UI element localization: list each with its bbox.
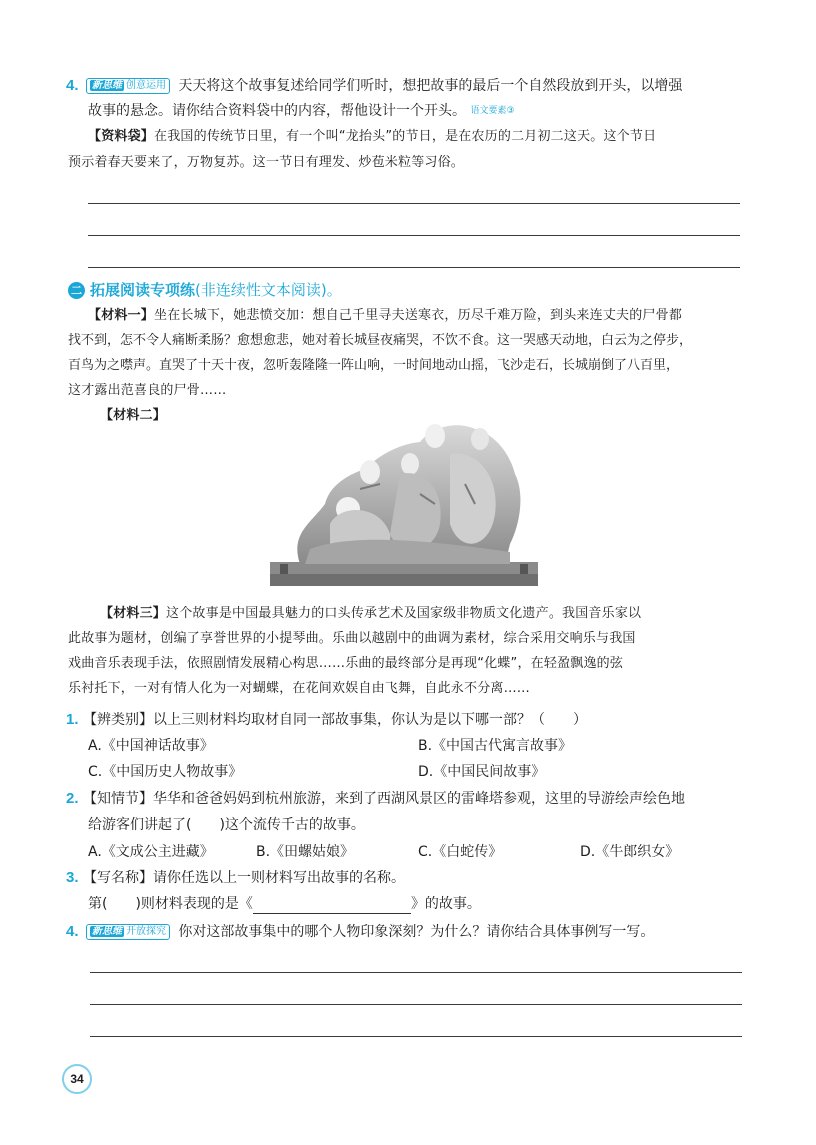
material2-label: 【材料二】 xyxy=(100,408,167,423)
note-tag: 语文要素③ xyxy=(470,106,515,116)
question-text-line1: 【知情节】华华和爸爸妈妈到杭州旅游，来到了西湖风景区的雷峰塔参观，这里的导游绘声绘色地 xyxy=(82,791,685,807)
material3-line3: 戏曲音乐表现手法，依照剧情发展精心构思……乐曲的最终部分是再现“化蝶”，在轻盈飘逸的弦 xyxy=(68,656,624,671)
answer-line[interactable] xyxy=(90,972,742,973)
option-d[interactable]: D.《中国民间故事》 xyxy=(418,764,546,780)
material3-line1: 【材料三】这个故事是中国最具魅力的口头传承艺术及国家级非物质文化遗产。我国音乐家以 xyxy=(100,606,642,621)
question-number: 4. xyxy=(66,923,79,940)
material1-line1: 【材料一】坐在长城下，她悲愤交加：想自己千里寻夫送寒衣，历尽千难万险，到头来连丈夫的尸骨都 xyxy=(88,308,683,323)
question-text-line1: 天天将这个故事复述给同学们听时，想把故事的最后一个自然段放到开头，以增强 xyxy=(178,78,683,94)
question-3-fill: 第( )则材料表现的是《 》的故事。 xyxy=(88,896,481,912)
option-a[interactable]: A.《中国神话故事》 xyxy=(88,738,214,754)
question-text: 【辨类别】以上三则材料均取材自同一部故事集，你认为是以下哪一部？（ ） xyxy=(82,712,587,728)
material3-line2: 此故事为题材，创编了享誉世界的小提琴曲。乐曲以越剧中的曲调为素材，综合采用交响乐与我国 xyxy=(68,631,636,646)
section-title: 拓展阅读专项练 xyxy=(90,281,196,299)
material1-label: 【材料一】 xyxy=(88,308,155,323)
reference-bag-label: 【资料袋】 xyxy=(88,129,155,144)
answer-line[interactable] xyxy=(90,1036,742,1037)
new-thinking-badge: 新思维 创意运用 xyxy=(86,78,170,94)
question-number: 3. xyxy=(66,869,79,886)
question-number: 4. xyxy=(66,77,79,94)
question-3 xyxy=(66,868,405,888)
section-subtitle: (非连续性文本阅读)。 xyxy=(195,281,342,299)
reference-bag-line2: 预示着春天要来了，万物复苏。这一节日有理发、炒苞米粒等习俗。 xyxy=(68,155,465,170)
sculpture-photo xyxy=(270,414,538,586)
option-a[interactable]: A.《文成公主进藏》 xyxy=(88,844,214,860)
question-4-top-line2: 故事的悬念。请你结合资料袋中的内容，帮他设计一个开头。 语文要素③ xyxy=(88,103,515,119)
material1-line3: 百鸟为之噤声。直哭了十天十夜，忽听轰隆隆一阵山响，一时间地动山摇，飞沙走石，长城崩倒了八百里， xyxy=(68,358,680,373)
question-4-top xyxy=(66,76,682,96)
story-name-blank[interactable] xyxy=(253,895,411,914)
option-c[interactable]: C.《中国历史人物故事》 xyxy=(88,764,243,780)
material3-label: 【材料三】 xyxy=(100,606,167,621)
section-heading xyxy=(68,279,342,300)
answer-line[interactable] xyxy=(88,203,740,204)
material3-line4: 乐衬托下，一对有情人化为一对蝴蝶，在花间欢娱自由飞舞，自此永不分离…… xyxy=(68,681,531,696)
question-2 xyxy=(66,789,685,809)
answer-line[interactable] xyxy=(88,235,740,236)
question-number: 2. xyxy=(66,790,79,807)
option-b[interactable]: B.《田螺姑娘》 xyxy=(256,844,355,860)
reference-bag-line1: 【资料袋】在我国的传统节日里，有一个叫“龙抬头”的节日，是在农历的二月初二这天。这个节日 xyxy=(88,129,657,144)
option-b[interactable]: B.《中国古代寓言故事》 xyxy=(418,738,573,754)
question-2-line2: 给游客们讲起了( )这个流传千古的故事。 xyxy=(88,817,365,833)
new-thinking-badge: 新思维 开放探究 xyxy=(86,924,170,940)
page-number: 34 xyxy=(62,1064,92,1094)
question-text: 【写名称】请你任选以上一则材料写出故事的名称。 xyxy=(82,870,405,886)
material1-line2: 找不到，怎不令人痛断柔肠？愈想愈悲，她对着长城昼夜痛哭，不饮不食。这一哭感天动地，白云为之停步， xyxy=(68,333,693,348)
question-text: 你对这部故事集中的哪个人物印象深刻？为什么？请你结合具体事例写一写。 xyxy=(178,924,655,940)
section-number-icon: 二 xyxy=(68,282,85,299)
option-d[interactable]: D.《牛郎织女》 xyxy=(580,844,680,860)
answer-line[interactable] xyxy=(88,267,740,268)
option-c[interactable]: C.《白蛇传》 xyxy=(418,844,503,860)
material1-line4: 这才露出范喜良的尸骨…… xyxy=(68,383,227,398)
question-1 xyxy=(66,710,587,730)
question-4 xyxy=(66,922,654,942)
question-number: 1. xyxy=(66,711,79,728)
answer-line[interactable] xyxy=(90,1004,742,1005)
